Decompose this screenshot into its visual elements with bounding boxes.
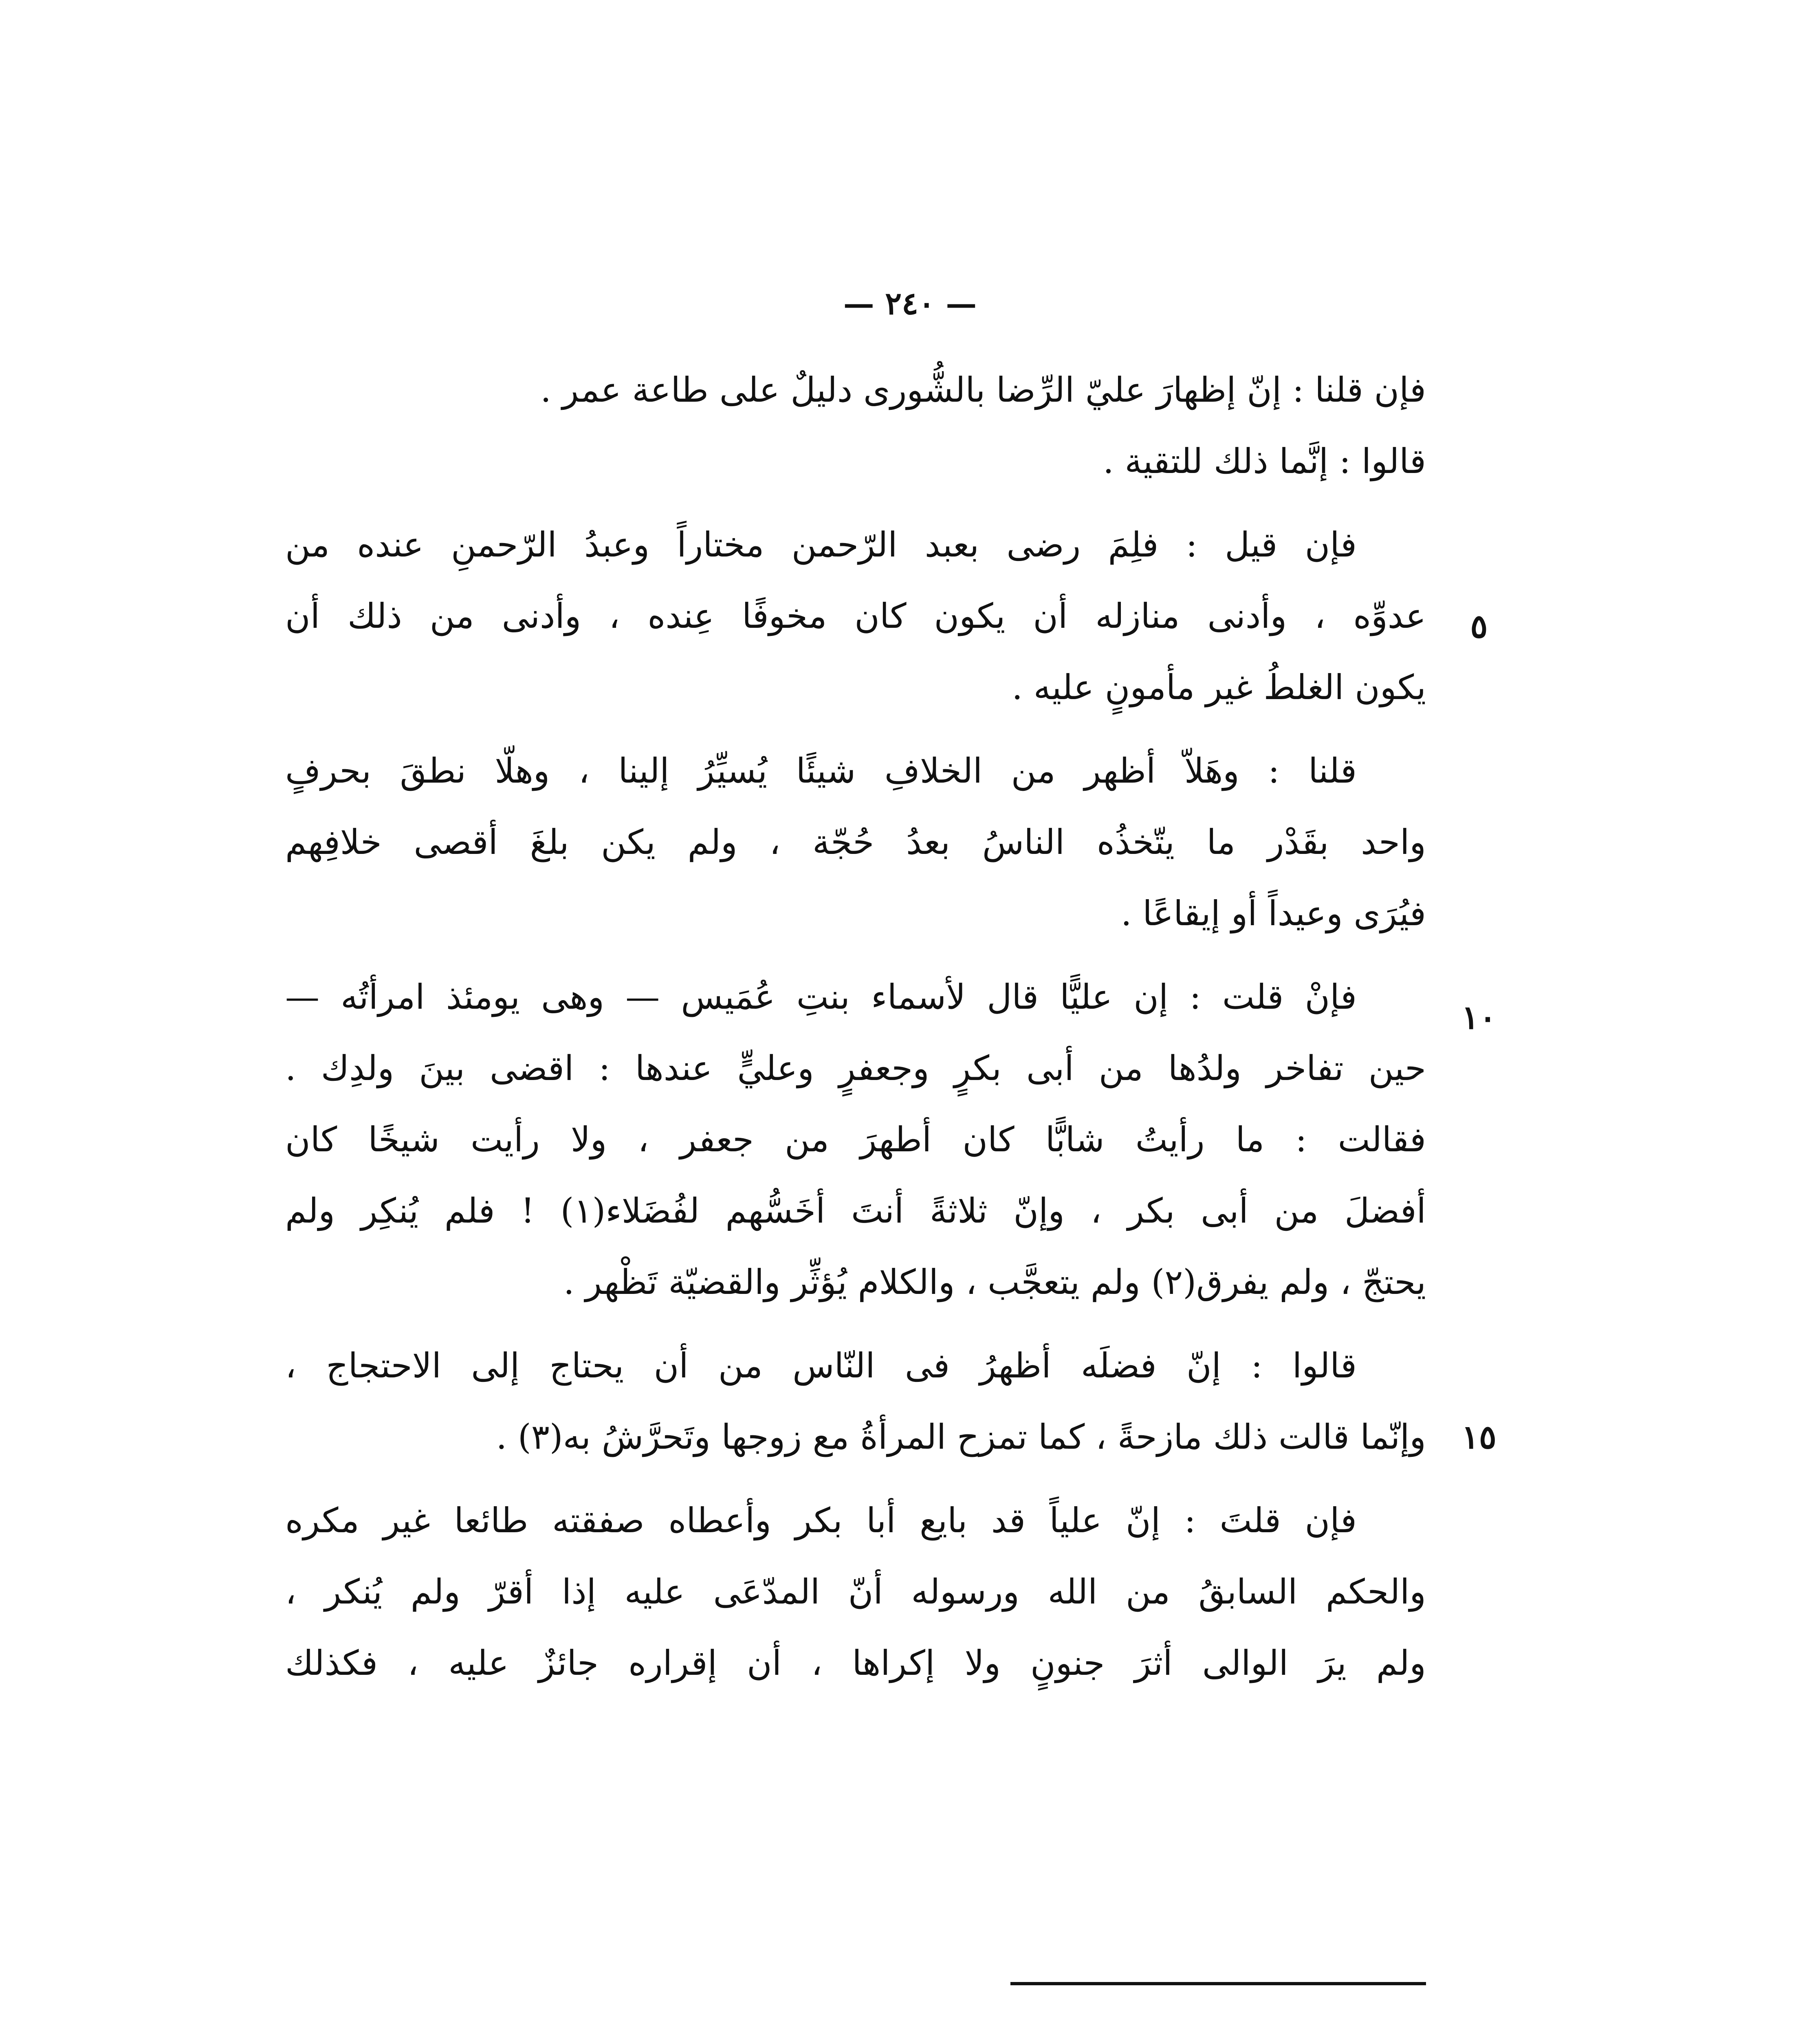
text-line: قالوا : إنّ فضلَه أظهرُ فى النّاس من أن يحتاج إلى الاحتجاج ، [285,1346,1357,1386]
text-line: قالوا : إنَّما ذلك للتقية . [1103,441,1426,481]
text-line: وإنّما قالت ذلك مازحةً ، كما تمزح المرأةُ مع زوجها وتَحرَّشُ به(٣) . [496,1417,1426,1457]
text-line: فإن قيل : فلِمَ رضى بعبد الرّحمن مختاراً وعبدُ الرّحمنِ عنده من [285,525,1357,565]
page-number: — ٢٤٠ — [843,285,977,321]
text-line: فيُرَى وعيداً أو إيقاعًا . [1121,893,1426,933]
text-line: حين تفاخر ولدُها من أبى بكرٍ وجعفرٍ وعليٍّ عندها : اقضى بينَ ولدِك . [285,1048,1426,1088]
text-line: يحتجّ ، ولم يفرق(٢) ولم يتعجَّب ، والكلام يُؤثِّر والقضيّة تَظْهر . [563,1262,1426,1302]
margin-line-number-10: ١٠ [1461,998,1496,1036]
text-line: أفضلَ من أبى بكر ، وإنّ ثلاثةً أنتَ أخَسُّهم لفُضَلاء(١) ! فلم يُنكِر ولم [285,1191,1426,1231]
text-line: قلنا : وهَلاّ أظهر من الخلافِ شيئًا يُسيِّرُ إلينا ، وهلّا نطقَ بحرفٍ [285,751,1357,791]
text-line: فإن قلتَ : إنّ علياً قد بايع أبا بكر وأعطاه صفقته طائعا غير مكره [285,1500,1357,1540]
text-line: عدوِّه ، وأدنى منازله أن يكون كان مخوفًا عِنده ، وأدنى من ذلك أن [285,596,1426,636]
text-line: واحد بقَدْر ما يتّخذُه الناسُ بعدُ حُجّة ، ولم يكن بلغَ أقصى خلافِهم [285,822,1426,862]
margin-line-number-5: ٥ [1470,607,1488,645]
main-text [285,354,1426,1699]
margin-line-number-15: ١٥ [1461,1418,1496,1456]
footnote-divider [1010,1982,1426,1985]
text-line: فقالت : ما رأيتُ شابًّا كان أطهرَ من جعفر ، ولا رأيت شيخًا كان [285,1120,1426,1159]
text-line: فإنْ قلت : إن عليًّا قال لأسماء بنتِ عُمَيس — وهى يومئذ امرأتُه — [285,977,1357,1017]
text-line: يكون الغلطُ غير مأمونٍ عليه . [1012,667,1426,707]
text-line: ولم يرَ الوالى أثرَ جنونٍ ولا إكراها ، أن إقراره جائزٌ عليه ، فكذلك [285,1643,1426,1683]
text-line: والحكم السابقُ من الله ورسوله أنّ المدّعَى عليه إذا أقرّ ولم يُنكر ، [285,1572,1426,1612]
text-line: فإن قلنا : إنّ إظهارَ عليّ الرِّضا بالشُّورى دليلٌ على طاعة عمر . [540,370,1426,410]
